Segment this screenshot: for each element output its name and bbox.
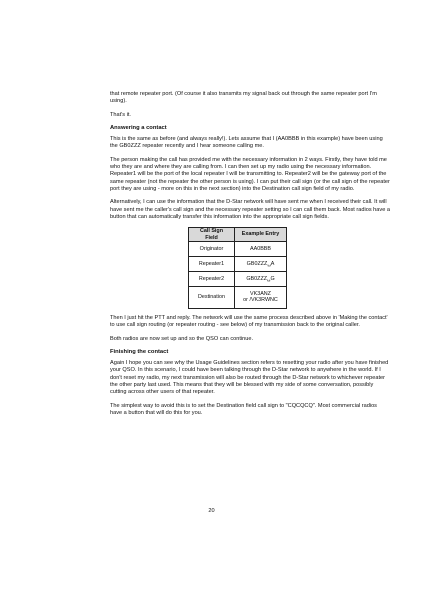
paragraph: This is the same as before (and always really!). Lets assume that I (AA0BBB in this example) have been using the GB0ZZZ repeater recently and I hear someone calling me.	[110, 136, 383, 150]
field-cell: Originator	[189, 241, 235, 256]
entry-cell	[235, 286, 287, 308]
call-sign-table	[188, 227, 287, 309]
entry-line: or /VK3RWNC	[243, 297, 278, 304]
field-cell: Repeater1	[189, 256, 235, 271]
paragraph: that remote repeater port. (Of course it also transmits my signal back out through the same repeater port I'm using).	[110, 91, 377, 105]
paragraph: Alternatively, I can use the information that the D-Star network will have sent me when I received their call. It will have sent me the caller's call sign and the necessary repeater setting so I can call them back. Most radios have a button that can automatically transfer this information into the appropriate call sign fields.	[110, 199, 390, 220]
entry-cell: GB0ZZZ␣A	[235, 256, 287, 271]
table-row	[189, 286, 287, 308]
entry-cell: GB0ZZZ␣G	[235, 271, 287, 286]
paragraph: The person making the call has provided me with the necessary information in 2 ways. Firstly, they have told me who they are and where they are calling from. I can then set up my radio using the necessary information. Repeater1 will be the port of the local repeater I will be transmitting to. Repeater2 will be the gateway port of the same repeater (not the repeater the other person is using). I can put their call sign (or the call sign of the repeater port they are using - more on this in the next section) into the Destination call sign field of my radio.	[110, 156, 390, 192]
section-heading-answering: Answering a contact	[110, 124, 167, 131]
field-cell: Destination	[189, 286, 235, 308]
paragraph: That's it.	[110, 111, 131, 118]
column-header: Call Sign Field	[189, 228, 235, 242]
entry-cell: AA0BBB	[235, 241, 287, 256]
entry-line: VK3ANZ	[250, 291, 271, 298]
paragraph: Both radios are now set up and so the QSO can continue.	[110, 335, 254, 342]
table-header-row	[189, 228, 287, 242]
paragraph: Again I hope you can see why the Usage Guidelines section refers to resetting your radio after you have finished your QSO. In this scenario, I could have been talking through the D-Star network to anywhere in the world. If I don't reset my radio, my next transmission will also be routed through the D-Star network to whichever repeater the other party last used. This means that they will be blessed with my side of some conversation, possibly cutting across other users of that repeater.	[110, 360, 389, 396]
table-row	[189, 271, 287, 286]
page-body	[110, 91, 390, 423]
section-heading-finishing: Finishing the contact	[110, 348, 169, 355]
table-row	[189, 241, 287, 256]
paragraph: The simplest way to avoid this is to set the Destination field call sign to "CQCQCQ". Most commercial radios have a button that will do this for you.	[110, 402, 377, 416]
table-row	[189, 256, 287, 271]
paragraph: Then I just hit the PTT and reply. The network will use the same process described above in 'Making the contact' to use call sign routing (or repeater routing - see below) of my transmission back to the original caller.	[110, 314, 388, 329]
column-header: Example Entry	[235, 228, 287, 242]
field-cell: Repeater2	[189, 271, 235, 286]
page-number: 20	[208, 508, 215, 514]
